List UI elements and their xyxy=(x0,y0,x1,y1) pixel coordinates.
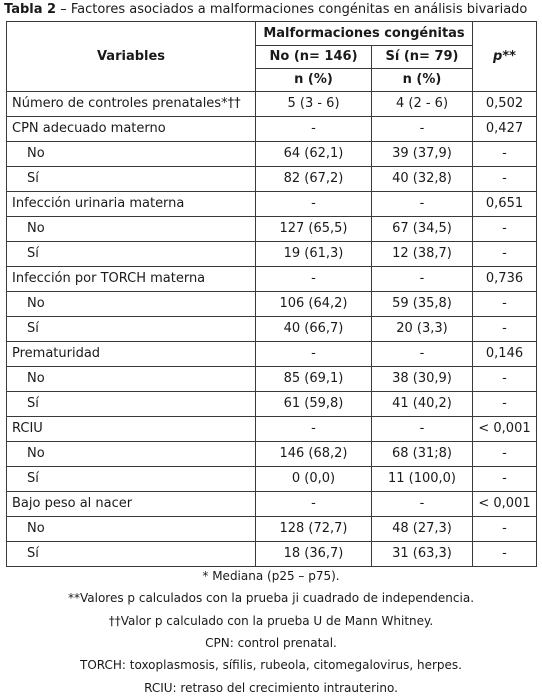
header-unit-si: n (%) xyxy=(372,69,473,92)
row-value-si: 20 (3,3) xyxy=(372,317,473,342)
table-row xyxy=(7,442,537,467)
row-label: Bajo peso al nacer xyxy=(7,492,256,517)
row-value-no: 106 (64,2) xyxy=(256,292,372,317)
row-value-no: 82 (67,2) xyxy=(256,167,372,192)
table-body xyxy=(7,92,537,567)
row-label: No xyxy=(7,367,256,392)
table-row xyxy=(7,317,537,342)
row-value-si: 48 (27,3) xyxy=(372,517,473,542)
row-value-no: 61 (59,8) xyxy=(256,392,372,417)
row-p-value: - xyxy=(473,242,537,267)
row-p-value: < 0,001 xyxy=(473,492,537,517)
row-value-no: - xyxy=(256,117,372,142)
row-value-si: - xyxy=(372,492,473,517)
row-value-si: 68 (31;8) xyxy=(372,442,473,467)
row-value-no: 127 (65,5) xyxy=(256,217,372,242)
row-p-value: - xyxy=(473,142,537,167)
row-p-value: 0,427 xyxy=(473,117,537,142)
row-label: Sí xyxy=(7,392,256,417)
row-p-value: - xyxy=(473,442,537,467)
row-label: No xyxy=(7,442,256,467)
row-label: Infección por TORCH materna xyxy=(7,267,256,292)
footnote: CPN: control prenatal. xyxy=(205,635,337,650)
row-p-value: - xyxy=(473,367,537,392)
footnote: TORCH: toxoplasmosis, sífilis, rubeola, citomegalovirus, herpes. xyxy=(79,658,462,673)
table-row xyxy=(7,242,537,267)
row-value-si: 40 (32,8) xyxy=(372,167,473,192)
row-value-si: 38 (30,9) xyxy=(372,367,473,392)
row-value-no: 0 (0,0) xyxy=(256,467,372,492)
table-row xyxy=(7,342,537,367)
table-row xyxy=(7,542,537,567)
table-row xyxy=(7,267,537,292)
row-p-value: < 0,001 xyxy=(473,417,537,442)
table-row xyxy=(7,217,537,242)
row-value-no: 18 (36,7) xyxy=(256,542,372,567)
header-col-si: Sí (n= 79) xyxy=(372,46,473,69)
table-row xyxy=(7,192,537,217)
row-value-no: 19 (61,3) xyxy=(256,242,372,267)
row-label: CPN adecuado materno xyxy=(7,117,256,142)
table-caption xyxy=(4,2,540,18)
row-p-value: - xyxy=(473,217,537,242)
row-label: Número de controles prenatales*†† xyxy=(7,92,256,117)
footnote: ††Valor p calculado con la prueba U de Mann Whitney. xyxy=(108,613,434,628)
row-value-si: - xyxy=(372,117,473,142)
row-p-value: - xyxy=(473,317,537,342)
row-label: Sí xyxy=(7,542,256,567)
row-value-no: 40 (66,7) xyxy=(256,317,372,342)
row-p-value: - xyxy=(473,467,537,492)
row-value-si: 41 (40,2) xyxy=(372,392,473,417)
row-value-si: 11 (100,0) xyxy=(372,467,473,492)
table-row xyxy=(7,92,537,117)
row-label: No xyxy=(7,517,256,542)
row-value-si: 67 (34,5) xyxy=(372,217,473,242)
row-label: Prematuridad xyxy=(7,342,256,367)
row-p-value: - xyxy=(473,542,537,567)
row-p-value: 0,502 xyxy=(473,92,537,117)
table-row xyxy=(7,142,537,167)
row-value-no: 64 (62,1) xyxy=(256,142,372,167)
footnote: **Valores p calculados con la prueba ji cuadrado de independencia. xyxy=(67,591,475,606)
table-caption-label: Tabla 2 xyxy=(4,2,57,17)
data-table xyxy=(6,21,537,567)
row-p-value: - xyxy=(473,392,537,417)
row-value-no: 146 (68,2) xyxy=(256,442,372,467)
header-variables: Variables xyxy=(7,22,256,92)
table-row xyxy=(7,467,537,492)
row-value-si: - xyxy=(372,192,473,217)
header-col-no: No (n= 146) xyxy=(256,46,372,69)
row-value-si: 31 (63,3) xyxy=(372,542,473,567)
table-row xyxy=(7,492,537,517)
row-value-no: - xyxy=(256,192,372,217)
row-p-value: - xyxy=(473,517,537,542)
row-value-no: - xyxy=(256,342,372,367)
row-p-value: 0,651 xyxy=(473,192,537,217)
header-p: p** xyxy=(473,22,537,92)
row-value-no: 128 (72,7) xyxy=(256,517,372,542)
row-label: RCIU xyxy=(7,417,256,442)
table-row xyxy=(7,417,537,442)
row-label: No xyxy=(7,142,256,167)
footnote: RCIU: retraso del crecimiento intrauterino. xyxy=(144,680,398,695)
row-value-si: - xyxy=(372,417,473,442)
row-label: Sí xyxy=(7,167,256,192)
row-value-no: - xyxy=(256,267,372,292)
table-row xyxy=(7,367,537,392)
footnote: * Mediana (p25 – p75). xyxy=(202,569,340,583)
row-value-no: - xyxy=(256,417,372,442)
row-value-no: 5 (3 - 6) xyxy=(256,92,372,117)
row-label: Sí xyxy=(7,317,256,342)
row-p-value: - xyxy=(473,167,537,192)
row-value-si: - xyxy=(372,342,473,367)
table-row xyxy=(7,117,537,142)
row-p-value: - xyxy=(473,292,537,317)
row-value-si: 39 (37,9) xyxy=(372,142,473,167)
row-value-si: 59 (35,8) xyxy=(372,292,473,317)
row-label: No xyxy=(7,217,256,242)
row-p-value: 0,736 xyxy=(473,267,537,292)
row-p-value: 0,146 xyxy=(473,342,537,367)
row-label: No xyxy=(7,292,256,317)
row-value-si: - xyxy=(372,267,473,292)
table-row xyxy=(7,392,537,417)
row-value-si: 4 (2 - 6) xyxy=(372,92,473,117)
table-row xyxy=(7,167,537,192)
row-value-no: 85 (69,1) xyxy=(256,367,372,392)
header-unit-no: n (%) xyxy=(256,69,372,92)
row-label: Sí xyxy=(7,467,256,492)
row-label: Infección urinaria materna xyxy=(7,192,256,217)
row-label: Sí xyxy=(7,242,256,267)
header-group: Malformaciones congénitas xyxy=(256,22,473,46)
table-row xyxy=(7,517,537,542)
row-value-si: 12 (38,7) xyxy=(372,242,473,267)
table-row xyxy=(7,292,537,317)
table-caption-text: – Factores asociados a malformaciones congénitas en análisis bivariado xyxy=(56,2,528,17)
row-value-no: - xyxy=(256,492,372,517)
